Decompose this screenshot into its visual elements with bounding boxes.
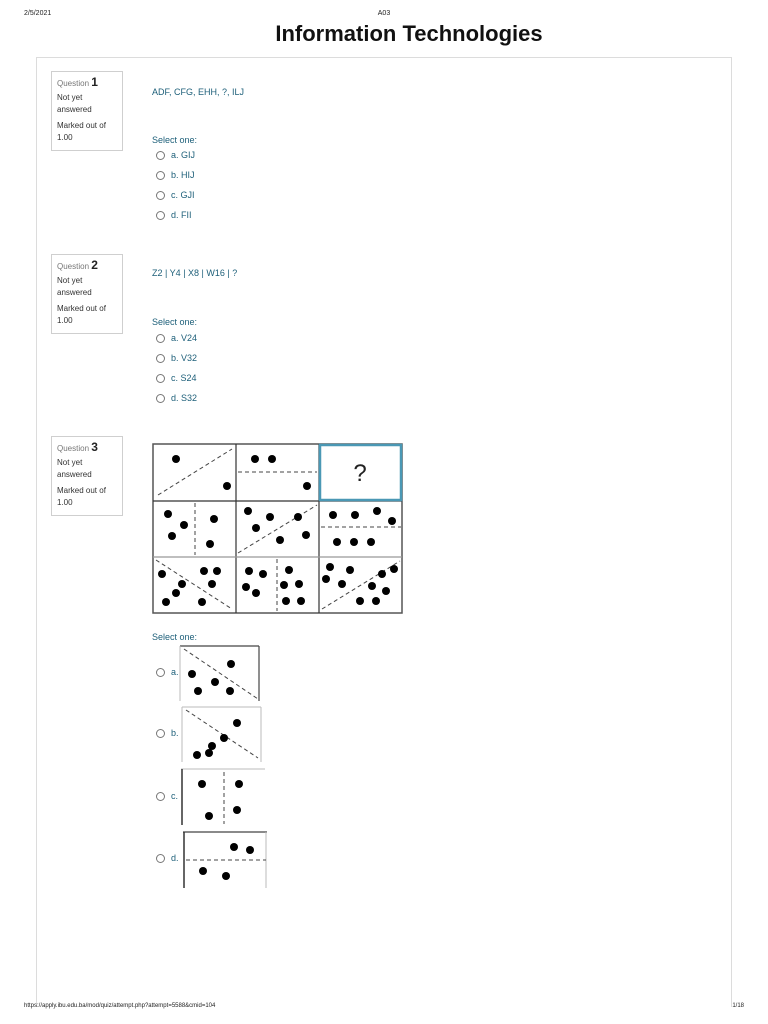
missing-cell-symbol: ? bbox=[353, 460, 367, 487]
select-one-label: Select one: bbox=[152, 632, 198, 642]
option-text: FII bbox=[181, 210, 192, 220]
radio-button[interactable] bbox=[156, 374, 165, 383]
option-letter: a. bbox=[171, 150, 179, 160]
question-3-option-a[interactable] bbox=[156, 666, 179, 678]
question-number: 3 bbox=[91, 440, 98, 454]
question-label: Question bbox=[57, 444, 90, 453]
question-2-option-d[interactable] bbox=[156, 392, 197, 404]
option-letter: a. bbox=[171, 667, 179, 677]
radio-button[interactable] bbox=[156, 151, 165, 160]
option-letter: d. bbox=[171, 210, 179, 220]
question-state: Not yet answered bbox=[57, 458, 92, 479]
question-3-option-b[interactable] bbox=[156, 727, 179, 739]
question-3-option-d[interactable] bbox=[156, 852, 179, 864]
option-letter: c. bbox=[171, 373, 179, 383]
question-mark: Marked out of 1.00 bbox=[57, 486, 106, 507]
option-letter: c. bbox=[171, 791, 179, 801]
question-1-option-d[interactable] bbox=[156, 209, 192, 221]
question-mark: Marked out of 1.00 bbox=[57, 121, 106, 142]
option-letter: d. bbox=[171, 393, 179, 403]
print-date: 2/5/2021 bbox=[24, 10, 52, 17]
question-2-option-b[interactable] bbox=[156, 352, 197, 364]
option-letter: b. bbox=[171, 170, 179, 180]
option-text: HIJ bbox=[181, 170, 195, 180]
question-1-info bbox=[51, 71, 123, 151]
print-header-title: A03 bbox=[377, 10, 391, 17]
option-text: GJI bbox=[180, 190, 195, 200]
radio-button[interactable] bbox=[156, 854, 165, 863]
question-2-option-a[interactable] bbox=[156, 332, 197, 344]
radio-button[interactable] bbox=[156, 334, 165, 343]
question-3-puzzle-grid bbox=[152, 443, 403, 614]
question-2-option-c[interactable] bbox=[156, 372, 197, 384]
radio-button[interactable] bbox=[156, 171, 165, 180]
option-letter: c. bbox=[171, 190, 179, 200]
question-number: 2 bbox=[91, 258, 98, 272]
page-title: Information Technologies bbox=[275, 21, 543, 46]
question-mark: Marked out of 1.00 bbox=[57, 304, 106, 325]
print-footer-url: https://apply.ibu.edu.ba/mod/quiz/attempt.php?attempt=5588&cmid=104 bbox=[24, 1003, 216, 1009]
question-state: Not yet answered bbox=[57, 93, 92, 114]
question-1-option-b[interactable] bbox=[156, 169, 195, 181]
option-text: S32 bbox=[181, 393, 198, 403]
option-text: S24 bbox=[180, 373, 197, 383]
radio-button[interactable] bbox=[156, 394, 165, 403]
question-3-option-c[interactable] bbox=[156, 790, 178, 802]
option-text: V32 bbox=[181, 353, 198, 363]
radio-button[interactable] bbox=[156, 191, 165, 200]
question-2-info bbox=[51, 254, 123, 334]
select-one-label: Select one: bbox=[152, 135, 198, 145]
radio-button[interactable] bbox=[156, 211, 165, 220]
question-1-option-a[interactable] bbox=[156, 149, 195, 161]
option-text: V24 bbox=[181, 333, 198, 343]
option-letter: b. bbox=[171, 353, 179, 363]
radio-button[interactable] bbox=[156, 792, 165, 801]
option-text: GIJ bbox=[181, 150, 196, 160]
print-footer-page: 1/18 bbox=[732, 1003, 744, 1009]
option-a-image bbox=[178, 645, 260, 702]
option-letter: b. bbox=[171, 728, 179, 738]
select-one-label: Select one: bbox=[152, 317, 198, 327]
radio-button[interactable] bbox=[156, 729, 165, 738]
radio-button[interactable] bbox=[156, 668, 165, 677]
question-1-option-c[interactable] bbox=[156, 189, 195, 201]
option-letter: a. bbox=[171, 333, 179, 343]
question-label: Question bbox=[57, 262, 90, 271]
question-state: Not yet answered bbox=[57, 276, 92, 297]
radio-button[interactable] bbox=[156, 354, 165, 363]
question-label: Question bbox=[57, 79, 90, 88]
option-letter: d. bbox=[171, 853, 179, 863]
question-3-info bbox=[51, 436, 123, 516]
question-number: 1 bbox=[91, 75, 98, 89]
question-1-text: ADF, CFG, EHH, ?, ILJ bbox=[152, 87, 245, 97]
option-b-image bbox=[180, 706, 262, 763]
option-d-image bbox=[182, 831, 268, 889]
question-2-text: Z2 | Y4 | X8 | W16 | ? bbox=[152, 268, 238, 278]
option-c-image bbox=[180, 768, 266, 826]
